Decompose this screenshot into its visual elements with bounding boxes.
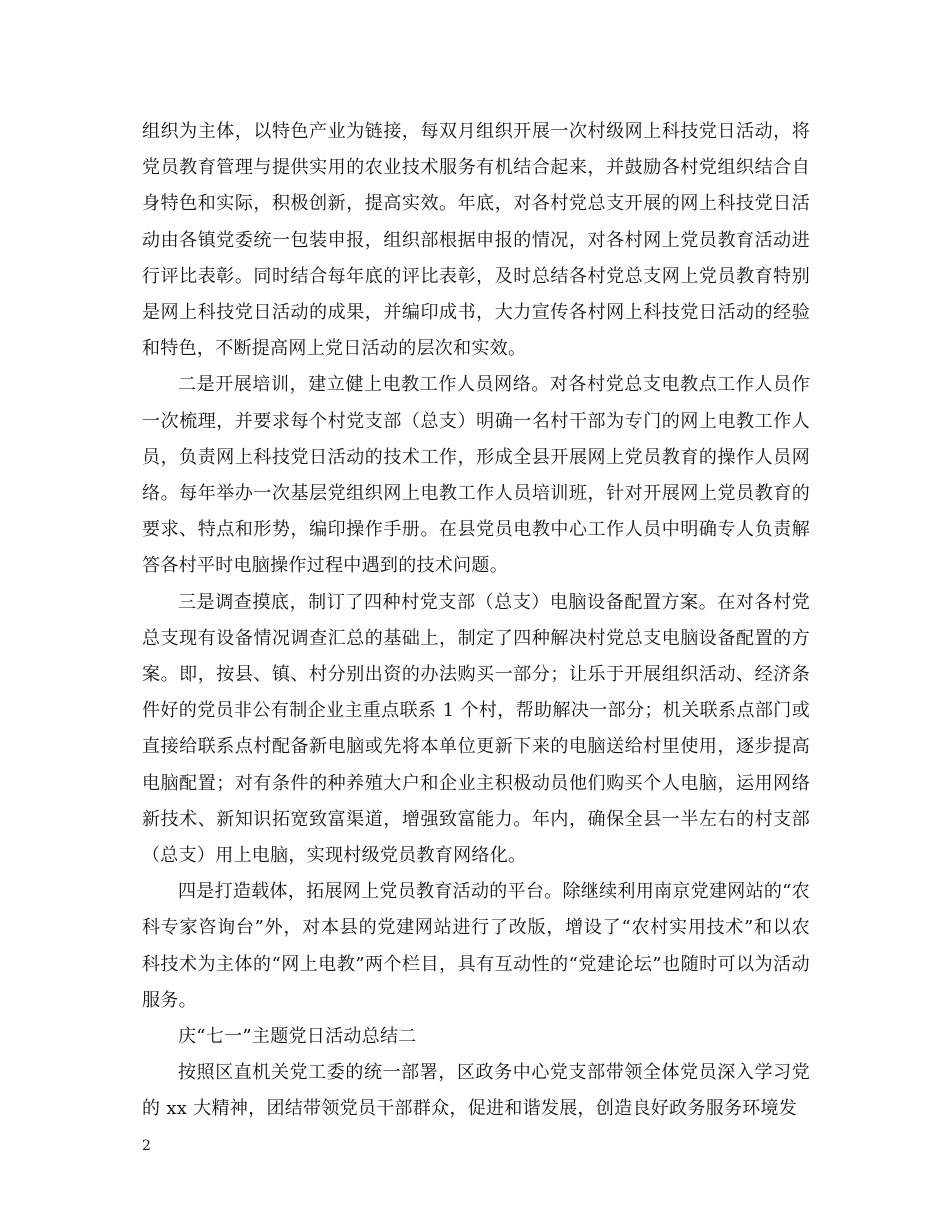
paragraph-equipment: 三是调查摸底，制订了四种村党支部（总支）电脑设备配置方案。在对各村党总支现有设备情况调查汇总的基础上，制定了四种解决村党总支电脑设备配置的方案。即，按县、镇、村分别出资的办法购买一部分；让乐于开展组织活动、经济条件好的党员非公有制企业主重点联系 1 个村，帮助解决一部分；机关联系点部门或直接给联系点村配备新电脑或先将本单位更新下来的电脑送给村里使用，逐步提高电脑配置；对有条件的种养殖大户和企业主积极动员他们购买个人电脑，运用网络新技术、新知识拓宽致富渠道，增强致富能力。年内，确保全县一半左右的村支部（总支）用上电脑，实现村级党员教育网络化。: [142, 591, 810, 867]
paragraph-platform: 四是打造载体，拓展网上党员教育活动的平台。除继续利用南京党建网站的“农科专家咨询台”外，对本县的党建网站进行了改版，增设了“农村实用技术”和以农科技术为主体的“网上电教”两个栏目，具有互动性的“党建论坛”也随时可以为活动服务。: [142, 881, 810, 1011]
paragraph-training: 二是开展培训，建立健上电教工作人员网络。对各村党总支电教点工作人员作一次梳理，并要求每个村党支部（总支）明确一名村干部为专门的网上电教工作人员，负责网上科技党日活动的技术工作，形成全县开展网上党员教育的操作人员网络。每年举办一次基层党组织网上电教工作人员培训班，针对开展网上党员教育的要求、特点和形势，编印操作手册。在县党员电教中心工作人员中明确专人负责解答各村平时电脑操作过程中遇到的技术问题。: [142, 374, 810, 577]
section-heading: 庆“七一”主题党日活动总结二: [178, 1026, 417, 1048]
paragraph-summary-intro: 按照区直机关党工委的统一部署，区政务中心党支部带领全体党员深入学习党的 xx 大精神，团结带领党员干部群众，促进和谐发展，创造良好政务服务环境发: [142, 1062, 810, 1120]
paragraph-continuation: 组织为主体，以特色产业为链接，每双月组织开展一次村级网上科技党日活动，将党员教育管理与提供实用的农业技术服务有机结合起来，并鼓励各村党组织结合自身特色和实际，积极创新，提高实效。年底，对各村党总支开展的网上科技党日活动由各镇党委统一包装申报，组织部根据申报的情况，对各村网上党员教育活动进行评比表彰。同时结合每年底的评比表彰，及时总结各村党总支网上党员教育特别是网上科技党日活动的成果，并编印成书，大力宣传各村网上科技党日活动的经验和特色，不断提高网上党日活动的层次和实效。: [142, 121, 810, 360]
document-body: [142, 114, 810, 1128]
page-number: 2: [142, 1138, 151, 1154]
